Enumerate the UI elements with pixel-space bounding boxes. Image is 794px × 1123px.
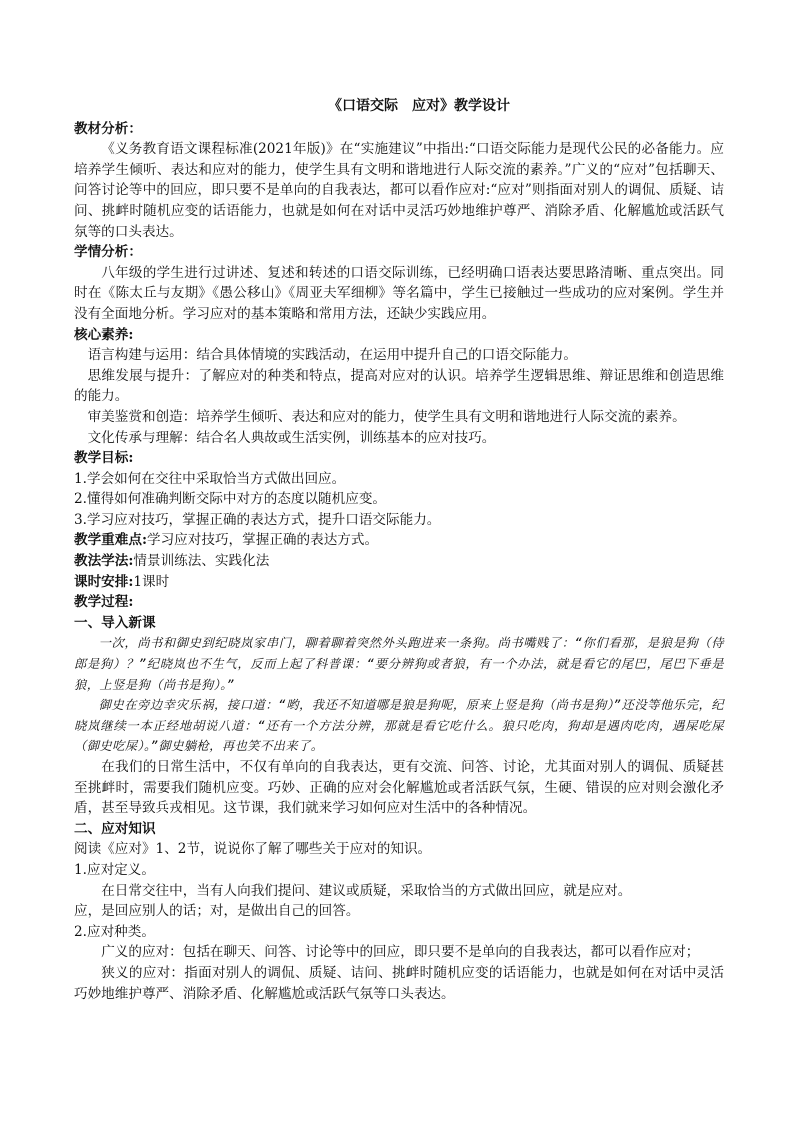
heading-introduction: 一、导入新课 (74, 614, 156, 631)
heading-student-analysis: 学情分析： (74, 244, 142, 261)
goal-item: 3.学习应对技巧，掌握正确的表达方式，提升口语交际能力。 (74, 511, 441, 528)
goal-item: 2.懂得如何准确判断交际中对方的态度以随机应变。 (74, 491, 387, 508)
paragraph-definition: 在日常交往中，当有人向我们提问、建议或质疑，采取恰当的方式做出回应，就是应对。 (101, 882, 632, 899)
key-points-label: 教学重难点: (74, 532, 147, 549)
paragraph-textbook-analysis: 《义务教育语文课程标准(2021年版)》在“实施建议”中指出:“口语交际能力是现代公民的必备能力。应培养学生倾听、表达和应对的能力，使学生具有文明和谐地进行人际交流的素养。”广义的“应对”包括聊天、问答讨论等中的回应，即只要不是单向的自我表达，都可以看作应对:“应对”则指面对别人的调侃、质疑、诘问、挑衅时随机应变的话语能力，也就是如何在对话中灵活巧妙地维护尊严、消除矛盾、化解尴尬或活跃气氛等的口头表达。 (74, 141, 724, 240)
literacy-item: 文化传承与理解：结合名人典故或生活实例，训练基本的应对技巧。 (87, 429, 496, 446)
paragraph-introduction: 在我们的日常生活中，不仅有单向的自我表达，更有交流、问答、讨论，尤其面对别人的调侃、质疑甚至挑衅时，需要我们随机应变。巧妙、正确的应对会化解尴尬或者活跃气氛，生硬、错误的应对则会激化矛盾，甚至导致兵戎相见。这节课，我们就来学习如何应对生活中的各种情况。 (74, 759, 724, 817)
subheading-types: 2.应对种类。 (74, 923, 155, 940)
heading-response-knowledge: 二、应对知识 (74, 820, 156, 837)
subheading-definition: 1.应对定义。 (74, 861, 155, 878)
paragraph-broad-definition: 广义的应对：包括在聊天、问答、讨论等中的回应，即只要不是单向的自我表达，都可以看作应对； (101, 944, 700, 961)
literacy-item: 思维发展与提升：了解应对的种类和特点，提高对应对的认识。培养学生逻辑思维、辩证思维和创造思维的能力。 (74, 367, 724, 405)
literacy-item: 审美鉴赏和创造：培养学生倾听、表达和应对的能力，使学生具有文明和谐地进行人际交流的素养。 (87, 408, 686, 425)
document-page (74, 96, 724, 1004)
document-title: 《口语交际 应对》教学设计 (328, 98, 510, 114)
key-points-line (74, 530, 724, 551)
paragraph-reading-task: 阅读《应对》1、2节，说说你了解了哪些关于应对的知识。 (74, 841, 432, 858)
hours-label: 课时安排: (74, 573, 134, 590)
paragraph-narrow-definition: 狭义的应对：指面对别人的调侃、质疑、诘问、挑衅时随机应变的话语能力，也就是如何在对话中灵活巧妙地维护尊严、消除矛盾、化解尴尬或活跃气氛等口头表达。 (74, 964, 724, 1002)
hours-line (74, 572, 724, 593)
heading-core-literacy: 核心素养: (74, 326, 134, 343)
methods-label: 教法学法: (74, 553, 134, 570)
literacy-item: 语言构建与运用：结合具体情境的实践活动，在运用中提升自己的口语交际能力。 (87, 347, 577, 364)
methods-text: 情景训练法、实践化法 (133, 553, 270, 570)
story-paragraph: 御史在旁边幸灾乐祸，接口道：“哟，我还不知道哪是狼是狗呢，原来上竖是狗（尚书是狗）”还没等他乐完，纪晓岚继续一本正经地胡说八道：“还有一个方法分辨，那就是看它吃什么。狼只吃肉，狗却是遇肉吃肉，遇屎吃屎（御史吃屎）。”御史躺枪，再也笑不出来了。 (74, 698, 724, 754)
methods-line (74, 551, 724, 572)
heading-teaching-process: 教学过程: (74, 594, 134, 611)
heading-teaching-goals: 教学目标: (74, 450, 134, 467)
paragraph-student-analysis: 八年级的学生进行过讲述、复述和转述的口语交际训练，已经明确口语表达要思路清晰、重点突出。同时在《陈太丘与友期》《愚公移山》《周亚夫军细柳》等名篇中，学生已接触过一些成功的应对案例。学生并没有全面地分析。学习应对的基本策略和常用方法，还缺少实践应用。 (74, 264, 724, 322)
paragraph-definition-detail: 应，是回应别人的话；对，是做出自己的回答。 (74, 903, 360, 920)
heading-textbook-analysis: 教材分析： (74, 120, 142, 137)
goal-item: 1.学会如何在交往中采取恰当方式做出回应。 (74, 470, 346, 487)
key-points-text: 学习应对技巧，掌握正确的表达方式。 (147, 532, 379, 549)
hours-text: 1课时 (133, 573, 170, 590)
story-paragraph: 一次，尚书和御史到纪晓岚家串门，聊着聊着突然外头跑进来一条狗。尚书嘴贱了：“你们看那，是狼是狗（侍郎是狗）？”纪晓岚也不生气，反而上起了科普课：“要分辨狗或者狼，有一个办法，就是看它的尾巴，尾巴下垂是狼，上竖是狗（尚书是狗）。” (74, 636, 724, 692)
